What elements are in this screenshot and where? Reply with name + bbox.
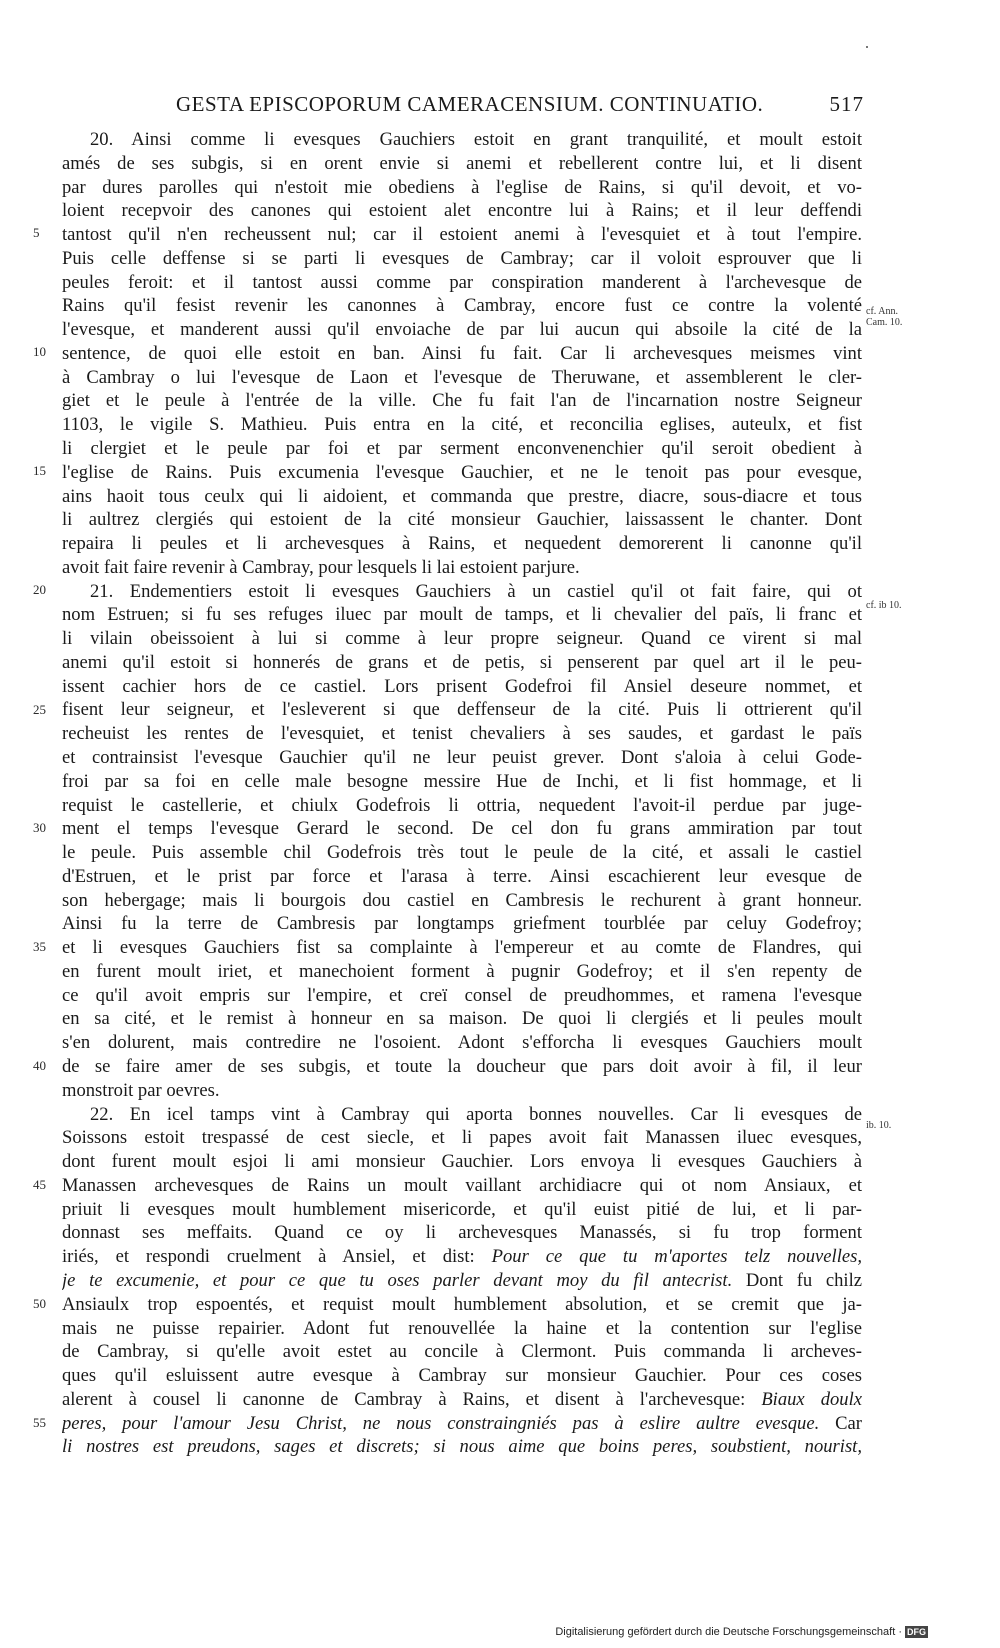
text-line: issent cachier hors de ce castiel. Lors prisent Godefroi fil Ansiel deseure nommet, et <box>62 675 862 697</box>
line-number-40: 40 <box>33 1058 46 1073</box>
text-line: l'evesque, et manderent aussi qu'il envoiache de par lui aucun qui absoile la cité de la <box>62 319 862 341</box>
line-number-15: 15 <box>33 463 46 478</box>
text-line: en furent moult iriet, et manechoient forment à pugnir Godefroy; et il s'en repenty de <box>62 960 862 982</box>
text-line: iriés, et respondi cruelment à Ansiel, et dist: Pour ce que tu m'aportes telz nouvelles, <box>62 1246 862 1268</box>
text-line: avoit fait faire revenir à Cambray, pour lesquels li lai estoient parjure. <box>62 556 580 578</box>
text-line: dont furent moult esjoi li ami monsieur Gauchier. Lors envoya li evesques Gauchiers à <box>62 1151 862 1173</box>
text-line: Puis celle deffense si se parti li evesques de Cambray; car il voloit esprouver que li <box>62 247 862 269</box>
text-line: ment el temps l'evesque Gerard le second. De cel don fu grans ammiration par tout <box>62 818 862 840</box>
text-line: nom Estruen; si fu ses refuges iluec par moult de tamps, et li chevalier del païs, li franc et <box>62 604 862 626</box>
text-line: giet et le peule à l'entrée de la ville. Che fu fait l'an de l'incarnation nostre Seigneur <box>62 390 862 412</box>
margin-note-ib-10-b: ib. 10. <box>866 1120 892 1131</box>
italic-quote: Pour ce que tu m'aportes telz nouvelles, <box>491 1246 862 1268</box>
text-line: requist le castellerie, et chiulx Godefrois li ottria, nequedent l'avoit-il perdue par juge- <box>62 794 862 816</box>
text-line: amés de ses subgis, si en orent envie si anemi et rebellerent contre lui, et li disent <box>62 152 862 174</box>
dfg-logo: DFG <box>907 1627 926 1637</box>
line-number-55: 55 <box>33 1415 46 1430</box>
text-line: à Cambray o lui l'evesque de Laon et l'evesque de Theruwane, et assemblerent le cler- <box>62 366 862 388</box>
margin-note-ann-cam <box>866 306 926 328</box>
text-line: Soissons estoit trespassé de cest siecle, et li papes avoit fait Manassen iluec evesques, <box>62 1127 862 1149</box>
text-line: ce qu'il avoit empris sur l'empire, et creï consel de preudhommes, et ramena l'evesque <box>62 984 862 1006</box>
text-line: peules feroit: et il tantost aussi comme par conspiration manderent à l'archevesque de <box>62 271 862 293</box>
line-number-35: 35 <box>33 939 46 954</box>
running-title: GESTA EPISCOPORUM CAMERACENSIUM. CONTINUATIO. <box>176 92 764 116</box>
text-line: Ansiaulx trop espoentés, et requist moult humblement absolution, et se cremit que ja- <box>62 1293 862 1315</box>
text-line: s'en dolurent, mais contredire ne l'osoient. Adont s'efforcha li evesques Gauchiers moult <box>62 1032 862 1054</box>
text-line: de se faire amer de ses subgis, et toute la doucheur que pars doit avoir à fil, il leur <box>62 1056 862 1078</box>
text-line: ains haoit tous ceulx qui li aidoient, et commanda que prestre, diacre, sous-diacre et tous <box>62 485 862 507</box>
text-line: mais ne puisse repairier. Adont fut renouvellée la haine et la contention sur l'eglise <box>62 1317 862 1339</box>
line-number-5: 5 <box>33 225 40 240</box>
text-line: et contrainsist l'evesque Gauchier qu'il ne leur peuist grever. Dont s'aloia à celui Gode- <box>62 747 862 769</box>
text-line: 21. Endementiers estoit li evesques Gauchiers à un castiel qu'il ot fait faire, qui ot <box>90 580 862 602</box>
text-line: je te excumenie, et pour ce que tu oses parler devant moy du fil antecrist. Dont fu chilz <box>62 1269 862 1291</box>
text-line: le peule. Puis assemble chil Godefrois très tout le peule de la cité, et assali le castiel <box>62 842 862 864</box>
text-line: li clergiet et le peule par foi et par serment enconvenenchier qu'il seroit obedient à <box>62 438 862 459</box>
text-line: loient recepvoir des canones qui estoient alet encontre lui à Rains; et il leur deffendi <box>62 200 862 222</box>
text-line: son hebergage; mais li bourgois dou castiel en Cambresis le rechurent à grant honneur. <box>62 889 862 911</box>
text-line <box>62 1433 862 1460</box>
margin-note-ib-10: cf. ib 10. <box>866 600 902 611</box>
text-line: d'Estruen, et le prist par force et l'arasa à terre. Ainsi escachierent leur evesque de <box>62 865 862 887</box>
text-line: monstroit par oevres. <box>62 1079 220 1101</box>
line-number-10: 10 <box>33 344 46 359</box>
text-line: sentence, de quoi elle estoit en ban. Ainsi fu fait. Car li archevesques meismes vint <box>62 342 862 364</box>
italic-quote: je te excumenie, et pour ce que tu oses parler devant moy du fil antecrist. <box>62 1269 733 1291</box>
line-number-20: 20 <box>33 582 46 597</box>
line-number-30: 30 <box>33 820 46 835</box>
text-line: et li evesques Gauchiers fist sa complainte à l'empereur et au comte de Flandres, qui <box>62 937 862 959</box>
text-line: 22. En icel tamps vint à Cambray qui aporta bonnes nouvelles. Car li evesques de <box>90 1103 862 1125</box>
text-line: tantost qu'il n'en recheussent nul; car il estoient anemi à l'evesquiet et à tout l'empire. <box>62 224 862 246</box>
digitization-credit <box>555 1626 928 1638</box>
text-line: li vilain obeissoient à lui si comme à leur propre seigneur. Quand ce virent si mal <box>62 628 862 650</box>
text-line: peres, pour l'amour Jesu Christ, ne nous constraingniés pas à eslire aultre evesque. Car <box>62 1412 862 1434</box>
text-line: Ainsi fu la terre de Cambresis par longtamps griefment tourblée par celuy Godefroy; <box>62 913 862 935</box>
text-line: de Cambray, si qu'elle avoit estet au concile à Clermont. Puis commanda li archeves- <box>62 1341 862 1363</box>
line-number-50: 50 <box>33 1296 46 1311</box>
text-line: anemi qu'il estoit si honnerés de grans et de petis, si penserent par quel art il le peu- <box>62 651 862 673</box>
text-line: ques qu'il esluissent autre evesque à Cambray sur monsieur Gauchier. Pour ces coses <box>62 1365 862 1387</box>
text-line: 1103, le vigile S. Mathieu. Puis entra en la cité, et reconcilia eglises, auteulx, et fist <box>62 414 862 436</box>
page-number: 517 <box>829 92 864 116</box>
text-line: en sa cité, et le remist à honneur en sa maison. De quoi li clergiés et li peules moult <box>62 1008 862 1030</box>
text-line: li aultrez clergiés qui estoient de la cité monsieur Gauchier, laissassent le chanter. Dont <box>62 509 862 531</box>
text-line: alerent à cousel li canonne de Cambray à Rains, et disent à l'archevesque: Biaux doulx <box>62 1388 862 1410</box>
text-line: Manassen archevesques de Rains un moult vaillant archidiacre qui ot nom Ansiaux, et <box>62 1174 862 1196</box>
italic-quote: Biaux doulx <box>761 1388 862 1410</box>
text-line: par dures parolles qui n'estoit mie obediens à l'eglise de Rains, si qu'il devoit, et vo- <box>62 176 862 198</box>
text-line: fisent leur seigneur, et l'esleverent si que deffenseur de la cité. Puis li ottrierent qu'il <box>62 699 862 721</box>
line-number-25: 25 <box>33 702 46 717</box>
text-line: froi par sa foi en celle male besogne messire Hue de Inchi, et li fist hommage, et li <box>62 770 862 792</box>
text-line: repaira li peules et li archevesques à Rains, et nequedent demorerent li canonne qu'il <box>62 533 862 555</box>
italic-quote: peres, pour l'amour Jesu Christ, ne nous constraingniés pas à eslire aultre evesque. <box>62 1412 820 1434</box>
line-number-45: 45 <box>33 1177 46 1192</box>
text-line: recheuist les rentes de l'evesquiet, et tenist chevaliers à ses saudes, et gardast le païs <box>62 723 862 745</box>
text-line: l'eglise de Rains. Puis excumenia l'evesque Gauchier, et ne le tenoit pas pour evesque, <box>62 461 862 483</box>
credit-text: Digitalisierung gefördert durch die Deutsche Forschungsgemeinschaft · <box>555 1626 902 1638</box>
text-line: priuit li evesques moult humblement misericorde, et qu'il euist pitié de lui, et li par- <box>62 1198 862 1220</box>
italic-quote: li nostres est preudons, sages et discrets; si nous aime que boins peres, soubstient, nourist, <box>62 1436 862 1458</box>
margin-note-line: cf. Ann. <box>866 306 898 317</box>
text-line: Rains qu'il fesist revenir les canonnes à Cambray, encore fust ce contre la volenté <box>62 295 862 317</box>
margin-note-line: Cam. 10. <box>866 317 903 328</box>
text-line: donnast ses meffaits. Quand ce oy li archevesques Manassés, si fu trop forment <box>62 1222 862 1244</box>
text-line: 20. Ainsi comme li evesques Gauchiers estoit en grant tranquilité, et moult estoit <box>90 129 862 150</box>
